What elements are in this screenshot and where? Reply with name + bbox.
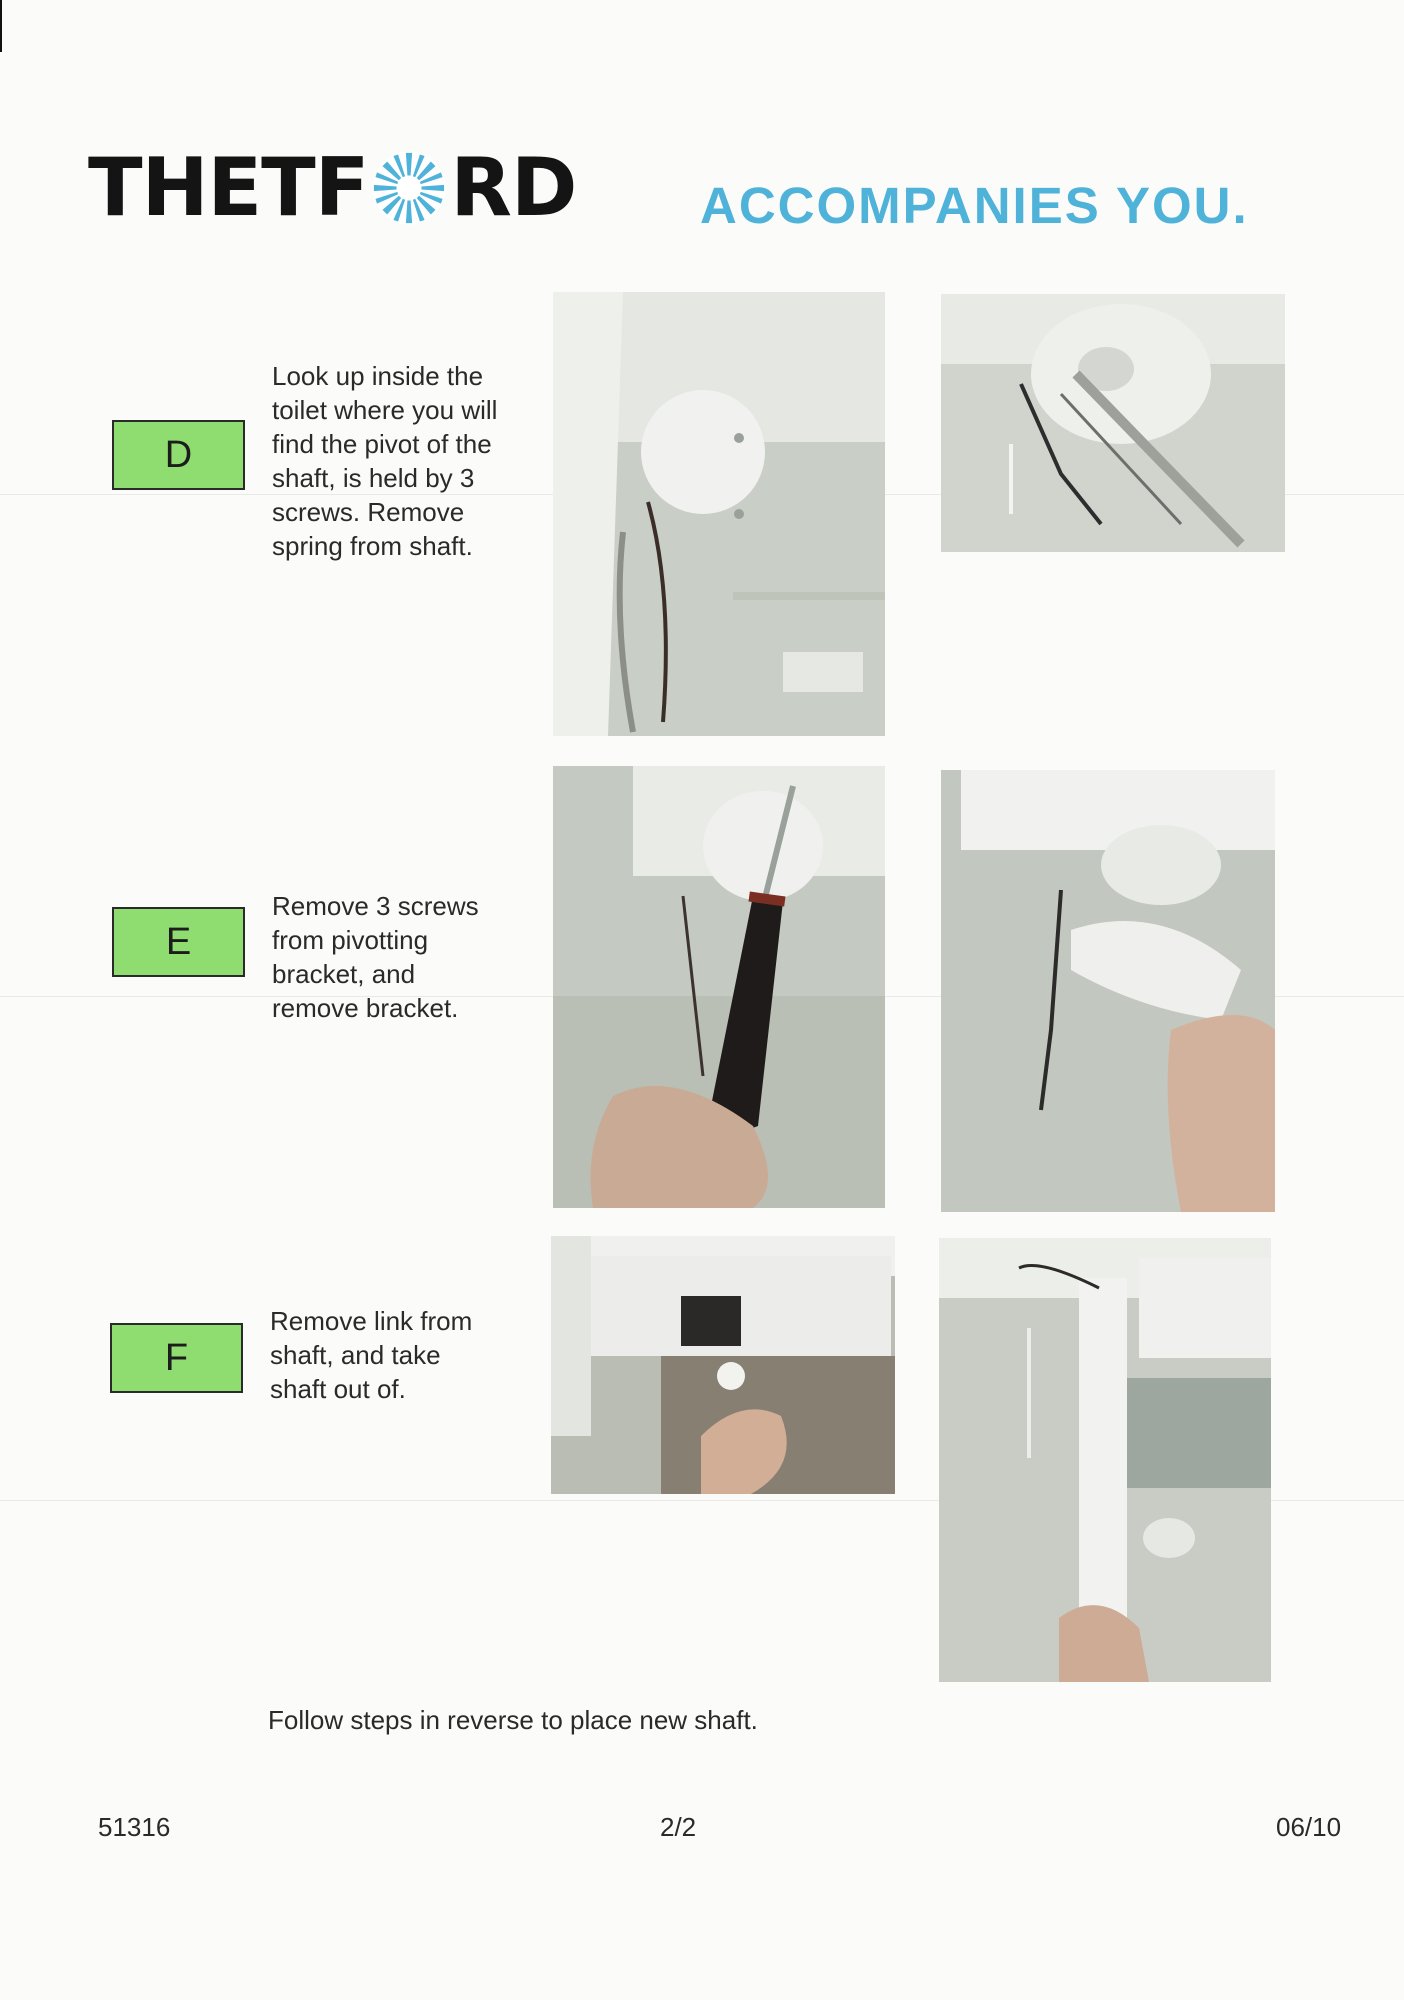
step-f-badge: F	[110, 1323, 243, 1393]
closing-instruction: Follow steps in reverse to place new shaft.	[268, 1705, 758, 1735]
brand-text-part2: RD	[450, 141, 577, 234]
step-e-photo-bracket	[941, 770, 1275, 1212]
step-f-photo-link	[551, 1236, 895, 1494]
brand-text-part1: THETF	[88, 141, 369, 234]
step-e-photo-screwdriver	[553, 766, 885, 1208]
sun-burst-icon	[370, 149, 448, 227]
step-e-badge: E	[112, 907, 245, 977]
thetford-logo	[88, 138, 576, 238]
step-d-photo-pivot	[553, 292, 885, 736]
scan-edge-mark	[0, 0, 2, 52]
footer-doc-number: 51316	[98, 1812, 171, 1842]
footer-date: 06/10	[1276, 1812, 1342, 1842]
step-f-instructions: Remove link from shaft, and take shaft out of.	[270, 1306, 473, 1404]
tagline: ACCOMPANIES YOU.	[700, 177, 1249, 234]
step-d-badge: D	[112, 420, 245, 490]
footer-page-number: 2/2	[660, 1812, 697, 1842]
brand-wordmark	[88, 141, 577, 234]
step-e-instructions: Remove 3 screws from pivotting bracket, and remove bracket.	[272, 891, 479, 1023]
step-f-photo-shaft	[939, 1238, 1271, 1682]
step-d-photo-spring	[941, 294, 1285, 552]
step-d-instructions: Look up inside the toilet where you will find the pivot of the shaft, is held by 3 screws. Remove spring from shaft.	[272, 361, 498, 561]
